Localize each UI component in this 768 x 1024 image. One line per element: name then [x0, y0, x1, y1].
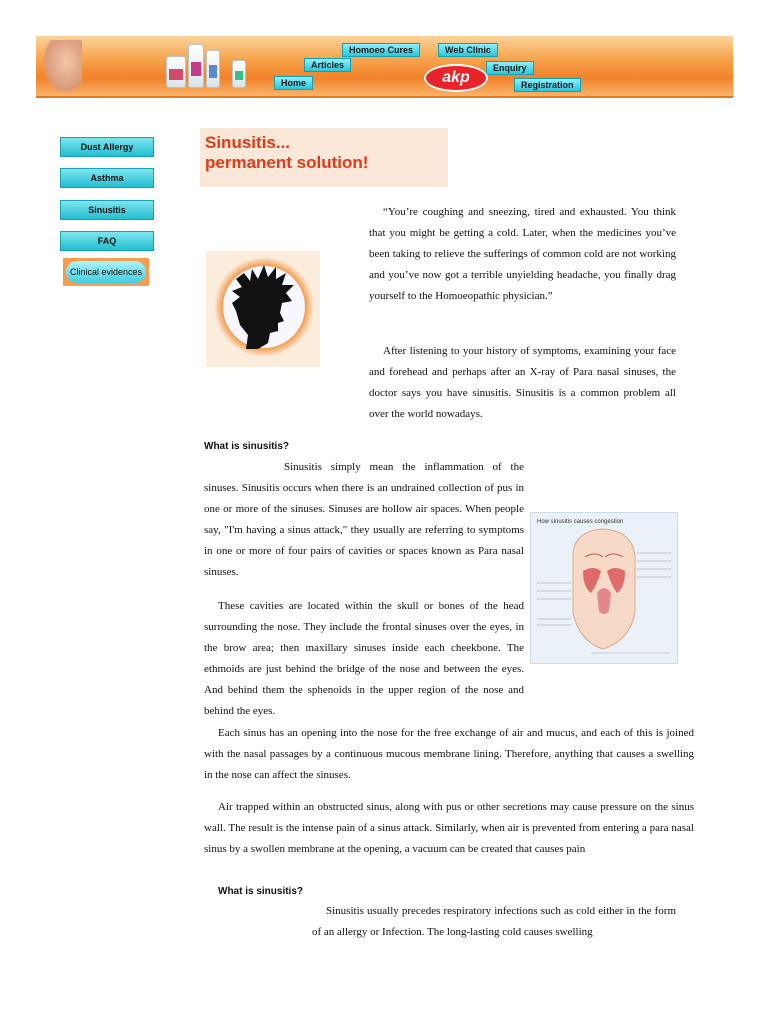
hand-image — [42, 40, 82, 94]
bottle-image — [188, 44, 204, 88]
section-heading: What is sinusitis? — [204, 441, 290, 452]
nav-registration[interactable]: Registration — [514, 78, 581, 92]
sidebar-item-label: Clinical evidences — [66, 261, 146, 283]
figure-title: How sinusitis causes congestion — [537, 519, 624, 525]
bottle-image — [206, 50, 220, 88]
precedes-paragraph: Sinusitis usually precedes respiratory infections such as cold either in the form of an allergy or Infection. The long-lasting cold causes swelling — [312, 905, 676, 938]
sidebar-item-dust-allergy[interactable]: Dust Allergy — [60, 137, 154, 157]
sidebar-item-asthma[interactable]: Asthma — [60, 168, 154, 188]
intro-paragraph: “You’re coughing and sneezing, tired and exhausted. You think that you might be getting a cold. Later, when the medicines you’ve been taking to relieve the sufferings of common cold are not working and you’ve now got a terrible unyielding headache, you finally drag yourself to the Homoeopathic physician.” — [369, 206, 676, 302]
history-paragraph: After listening to your history of symptoms, examining your face and forehead and perhaps after an X-ray of Para nasal sinuses, the doctor says you have sinusitis. Sinusitis is a common problem all over the world nowadays. — [369, 345, 676, 420]
page-title — [200, 128, 448, 187]
nav-web-clinic[interactable]: Web Clinic — [438, 43, 498, 57]
page-title-line2: permanent solution! — [205, 153, 369, 172]
sinus-congestion-figure — [530, 512, 678, 664]
cavities-paragraph: These cavities are located within the skull or bones of the head surrounding the nose. They include the frontal sinuses over the eyes, in the brow area; then maxillary sinuses inside each cheekbone. The ethmoids are just behind the bridge of the nose and between the eyes. And behind them the sphenoids in the upper region of the nose and behind the eyes. — [204, 600, 524, 717]
headache-silhouette-image — [206, 251, 320, 367]
bottle-image — [232, 60, 246, 88]
sidebar-item-faq[interactable]: FAQ — [60, 231, 154, 251]
sinus-opening-paragraph: Each sinus has an opening into the nose for the free exchange of air and mucus, and each of this is joined with the nasal passages by a continuous mucous membrane lining. Therefore, anything that causes a swelling in the nose can affect the sinuses. — [204, 727, 694, 781]
nav-articles[interactable]: Articles — [304, 58, 351, 72]
definition-paragraph: Sinusitis simply mean the inflammation of the sinuses. Sinusitis occurs when there is an undrained collection of pus in one or more of the sinuses. Sinuses are hollow air spaces. When people say, "I'm having a sinus attack," they usually are referring to symptoms in one or more of four pairs of cavities or spaces known as Para nasal sinuses. — [204, 461, 524, 578]
sidebar-item-sinusitis[interactable]: Sinusitis — [60, 200, 154, 220]
page-title-line1: Sinusitis... — [205, 133, 291, 152]
air-trapped-paragraph: Air trapped within an obstructed sinus, along with pus or other secretions may cause pressure on the sinus wall. The result is the intense pain of a sinus attack. Similarly, when air is prevented from entering a para nasal sinus by a swollen membrane at the opening, a vacuum can be created that causes pain — [204, 801, 694, 855]
bottle-image — [166, 56, 186, 88]
nav-enquiry[interactable]: Enquiry — [486, 61, 534, 75]
nav-home[interactable]: Home — [274, 76, 313, 90]
sidebar-item-clinical-evidences[interactable] — [63, 258, 149, 286]
section-heading: What is sinusitis? — [218, 886, 304, 897]
nav-homoeo-cures[interactable]: Homoeo Cures — [342, 43, 420, 57]
akp-logo[interactable]: akp — [424, 64, 488, 92]
header-banner — [36, 36, 733, 98]
